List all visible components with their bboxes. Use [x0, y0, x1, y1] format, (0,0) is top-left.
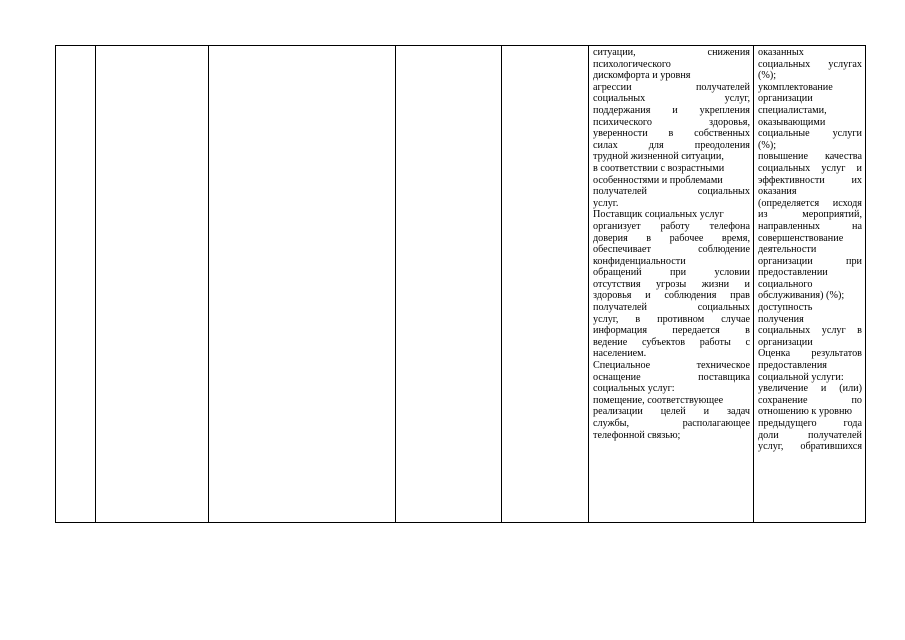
indicators-text-line: деятельности	[758, 244, 817, 256]
indicators-text-line: предыдущего года	[758, 418, 862, 429]
standards-text-line: Поставщик социальных услуг	[593, 209, 724, 221]
indicators-text-line: социальных услугах	[758, 58, 862, 70]
table-cell-standards	[589, 46, 754, 523]
standards-text-line: психологического	[593, 58, 671, 70]
indicators-text-line: совершенствование	[758, 232, 844, 244]
standards-text-line: обеспечивает соблюдение	[593, 244, 750, 256]
standards-text-line: службы, располагающее	[593, 418, 750, 429]
indicators-text-line: социальных услуг и	[758, 162, 862, 174]
indicators-text-line: социальной услуги:	[758, 371, 844, 383]
indicators-text-line: (%);	[758, 70, 777, 82]
indicators-text-line: увеличение и (или)	[758, 383, 862, 395]
standards-text-line: агрессии получателей	[593, 81, 750, 93]
standards-text-line: поддержания и укрепления	[593, 104, 750, 116]
services-table	[55, 45, 866, 523]
indicators-text-line: организации при	[758, 255, 862, 267]
standards-text-line: организует работу телефона	[593, 220, 750, 232]
standards-text-line: конфиденциальности	[593, 255, 686, 267]
standards-text-line: помещение, соответствующее	[593, 394, 724, 406]
indicators-text-line: оказанных	[758, 47, 804, 58]
standards-text-line: информация передается в	[593, 325, 750, 337]
indicators-text-line: предоставлении	[758, 267, 828, 279]
standards-text-line: ситуации, снижения	[593, 47, 750, 58]
indicators-text-line: эффективности их	[758, 174, 862, 186]
indicators-text-line: доступность	[758, 302, 813, 314]
table-cell-col1	[56, 46, 96, 523]
indicators-text-line: Оценка результатов	[758, 348, 862, 360]
standards-text-line: ведение субъектов работы с	[593, 336, 750, 348]
table-cell-col4	[396, 46, 502, 523]
standards-text-line: получателей социальных	[593, 186, 750, 198]
indicators-text-line: оказания	[758, 186, 797, 198]
indicators-text-line: социального	[758, 278, 813, 290]
indicators-text	[754, 46, 865, 453]
standards-text-line: психического здоровья,	[593, 116, 750, 128]
indicators-text-line: социальные услуги	[758, 128, 862, 140]
indicators-text-line: получения	[758, 313, 804, 325]
indicators-text-line: (определяется исходя	[758, 197, 862, 209]
standards-text-line: дискомфорта и уровня	[593, 70, 691, 82]
standards-text-line: трудной жизненной ситуации,	[593, 151, 724, 163]
indicators-text-line: из мероприятий,	[758, 209, 862, 221]
standards-text-line: особенностями и проблемами	[593, 174, 723, 186]
indicators-text-line: организации	[758, 93, 813, 105]
standards-text-line: оснащение поставщика	[593, 371, 750, 383]
standards-text-line: доверия в рабочее время,	[593, 232, 750, 244]
standards-text-line: отсутствия угрозы жизни и	[593, 278, 750, 290]
standards-text-line: получателей социальных	[593, 302, 750, 314]
standards-text	[589, 46, 753, 441]
standards-text-line: социальных услуг,	[593, 93, 750, 105]
table-row	[56, 46, 866, 523]
table-cell-col3	[209, 46, 396, 523]
table-cell-indicators	[754, 46, 866, 523]
standards-text-line: в соответствии с возрастными	[593, 162, 725, 174]
indicators-text-line: специалистами,	[758, 104, 827, 116]
standards-text-line: обращений при условии	[593, 267, 750, 279]
standards-text-line: Специальное техническое	[593, 360, 750, 372]
indicators-text-line: (%);	[758, 139, 777, 151]
standards-text-line: здоровья и соблюдения прав	[593, 290, 750, 302]
standards-text-line: силах для преодоления	[593, 139, 750, 151]
standards-text-line: реализации целей и задач	[593, 406, 750, 418]
standards-text-line: уверенности в собственных	[593, 128, 750, 140]
standards-text-line: телефонной связью;	[593, 429, 681, 441]
indicators-text-line: оказывающими	[758, 116, 826, 128]
standards-text-line: социальных услуг:	[593, 383, 675, 395]
indicators-text-line: доли получателей	[758, 429, 862, 441]
standards-text-line: услуг, в противном случае	[593, 313, 750, 325]
indicators-text-line: направленных на	[758, 220, 862, 232]
indicators-text-line: обслуживания) (%);	[758, 290, 845, 302]
standards-text-line: услуг.	[593, 197, 619, 209]
indicators-text-line: организации	[758, 336, 813, 348]
indicators-text-line: повышение качества	[758, 151, 862, 163]
table-cell-col5	[502, 46, 589, 523]
indicators-text-line: укомплектование	[758, 81, 833, 93]
indicators-text-line: отношению к уровню	[758, 406, 853, 418]
standards-text-line: населением.	[593, 348, 647, 360]
indicators-text-line: услуг, обратившихся	[758, 441, 862, 453]
table-cell-col2	[96, 46, 209, 523]
indicators-text-line: социальных услуг в	[758, 325, 862, 337]
indicators-text-line: сохранение по	[758, 394, 862, 406]
indicators-text-line: предоставления	[758, 360, 827, 372]
